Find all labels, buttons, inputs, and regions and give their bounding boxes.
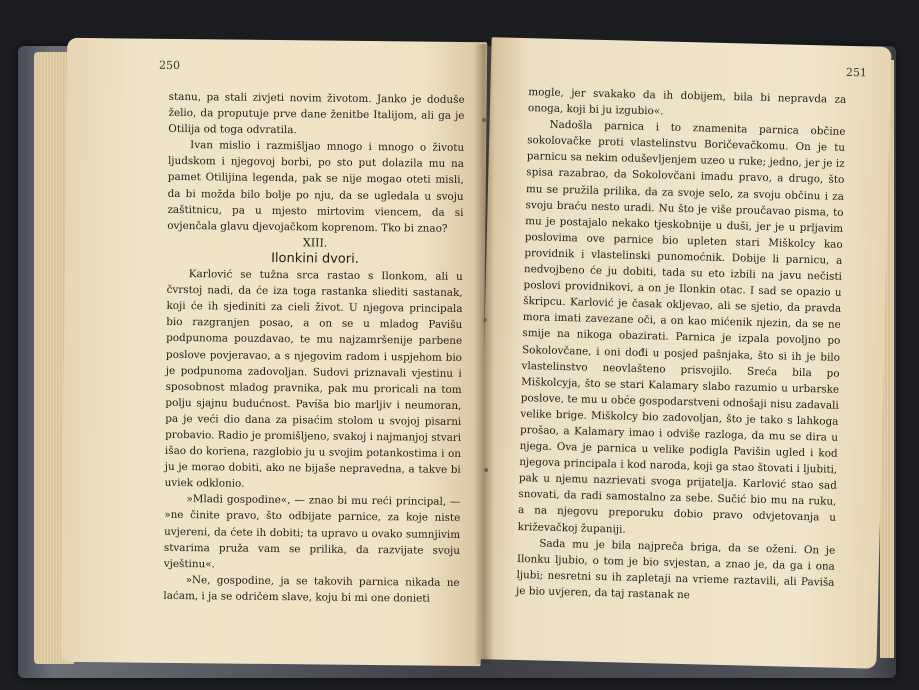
- page-text: [516, 84, 846, 607]
- page-text: [163, 89, 464, 607]
- left-page: [61, 38, 488, 666]
- binding-stitch: [483, 318, 487, 322]
- page-number: 251: [845, 65, 868, 80]
- paragraph: Karlović se tužna srca rastao s Ilonkom, ali u čvrstoj nadi, da će iza toga rastanka sliediti sastanak, koji će ih sjediniti za cieli život. U njegova principala bio razgranjen posao, a on se u mladog Pavišu podpunoma pouzdavao, te mu najzamršenije parbene poslove povjeravao, a s njegovim radom i uspjehom bio je podpunoma zadovoljan. Sudovi priznavali vjestinu i sposobnost mladog pravnika, pak mu proricali na tom polju sjajnu budućnost. Pavíša bio marljiv i neumoran, pa je veći dio dana za pisaćim stolom u svojoj pisarni probavio. Radio je promišljeno, svakoj i najmanjoj stvari išao do koriena, razglobio ju u svojim potankostima i on ju je morao dobiti, ako ne bijaše nepravedna, a takve bi uviek odklonio.: [164, 268, 463, 490]
- chapter-title: Ilonkini dvori.: [271, 250, 359, 267]
- paragraph: stanu, pa stali zivjeti novim životom. Janko je doduše želio, da proputuje prve dane ženitbe Italijom, ali ga je Otilija od toga odvratila.: [168, 90, 465, 137]
- paragraph: Nadošla parnica i to znamenita parnica občine sokolovačke proti vlastelinstvu Boričevačkomu. On je tu parnicu sa nekim oduševljenjem uzeo u ruke; jedno, jer je iz spisa razabrao, da Sokolovčani imadu pravo, a drugo, što mu se pružila prilika, da za svoje selo, za svoju občinu i za svoju braću nesto uradi. Nu što je više proučavao pisma, to mu je postajalo nekako tjeskobnije u duši, jer je u prljavim poslovima ove parnice bio upleten stari Miškolcy kao providnik i vlastelinski punomoćnik. Dobije li parnicu, a nedvojbeno će ju dobiti, tada su eto izbili na javu nečisti poslovi providnikovi, a on je Ilonkin otac. I sad se opazio u škripcu. Karlović je časak okljevao, ali se sjetio, da pravda mora imati zavezane oči, a on kao mićenik njezin, da se ne smije na nikoga obazirati. Parnica je izpala povoljno po Sokolovčane, i oni dođi u posjed pašnjaka, što si ih je bilo vlastelinstvo neovlašteno prisvojilo. Sreća bila po Miškolcyja, što se stari Kalamary slabo razumio u urbarske poslove, te mu u obće gospodarstveni odnošaji nisu zadavali velike brige. Miškolcy bio zadovoljan, što je tako s lahkoga prošao, a Kalamary imao i odviše razloga, da mu se dira u njega. Ova je parnica u velike podigla Pavišin ugled i kod njegova principala i kod naroda, koji ga stao štovati i ljubiti, pak u njemu nazrievati svoga prijatelja. Karlović stao sad snovati, da radi samostalno za sebe. Sučić bio mu na ruku, a na njegovu preporuku dobio pravo odvjetovanja u križevačkoj županiji.: [517, 118, 846, 536]
- book-gutter: [474, 44, 494, 664]
- chapter-number: XIII.: [302, 236, 328, 250]
- paragraph: Sada mu je bila najpreča briga, da se oženi. On je Ilonku ljubio, o tom je bio svjestan, a znao je, da ga i ona ljubi; nesretni su ih zapletaji na vrieme raztavili, ali Paviša je bio uvjeren, da taj rastanak ne: [515, 537, 836, 602]
- right-page: [476, 37, 891, 669]
- paragraph: mogle, jer svakako da ih dobijem, bila bi nepravda za onoga, koji bi ju izgubio«.: [527, 86, 847, 118]
- page-number: 250: [158, 58, 181, 72]
- binding-stitch: [482, 118, 486, 122]
- paragraph: »Mladi gospodine«, — znao bi mu reći principal, — »ne činite pravo, što odbijate parnice, za koje niste uvjereni, da ćete ih dobiti; ta upravo u ovako sumnjivim stvarima pruža vam se prilika, da razvijate svoju vještinu«.: [163, 493, 461, 571]
- binding-stitch: [484, 468, 488, 472]
- paragraph: Ivan mislio i razmišljao mnogo i mnogo o životu ljudskom i njegovoj borbi, po sto put dolazila mu na pamet Otilijina legenda, pak se nije mogao oteti misli, da bi možda bilo bolje po nju, da se ugledala u svoju zaštitnicu, pa u mjesto mirtovim viencem, da si ovjenčala glavu djevojačkom koprenom. Tko bi znao?: [167, 139, 465, 235]
- paragraph: »Ne, gospodine, ja se takovih parnica nikada ne laćam, i ja se odričem slave, koju bi mi one donieti: [163, 573, 460, 605]
